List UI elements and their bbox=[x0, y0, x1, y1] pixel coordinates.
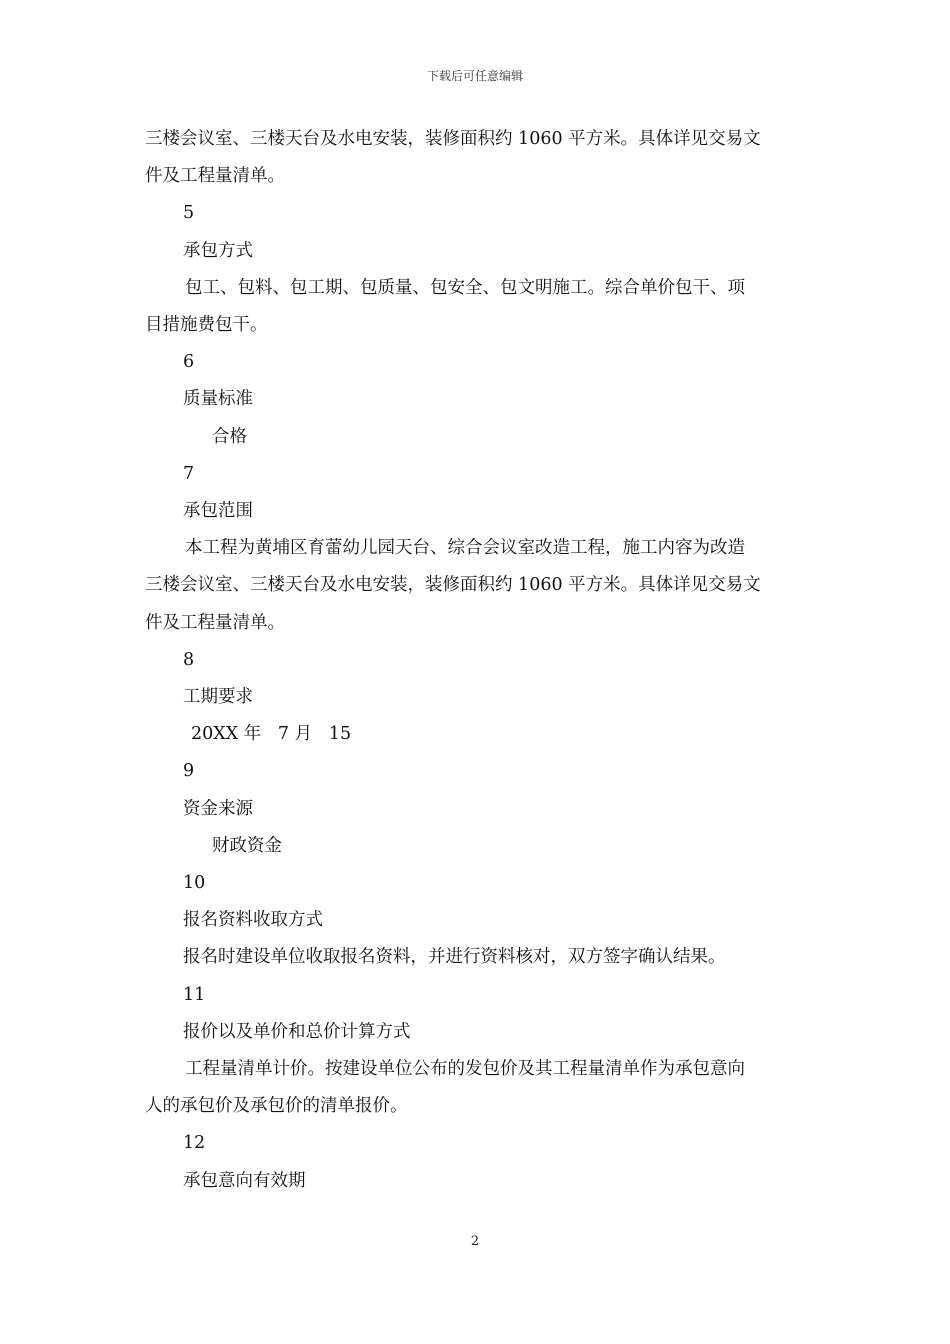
item-number: 9 bbox=[183, 761, 195, 782]
item-number: 7 bbox=[183, 463, 195, 484]
text-line: 三楼会议室、三楼天台及水电安装，装修面积约 1060 平方米。具体详见交易文 bbox=[145, 575, 761, 596]
item-number: 8 bbox=[183, 649, 195, 670]
text-line: 20XX 年 7 月 15 bbox=[191, 724, 352, 745]
text-line: 本工程为黄埔区育蕾幼儿园天台、综合会议室改造工程，施工内容为改造 bbox=[185, 538, 745, 559]
item-heading: 承包范围 bbox=[183, 501, 253, 522]
item-heading: 报名资料收取方式 bbox=[183, 910, 323, 931]
item-heading: 报价以及单价和总价计算方式 bbox=[183, 1021, 411, 1042]
item-number: 5 bbox=[183, 203, 195, 224]
item-heading: 工期要求 bbox=[183, 687, 253, 708]
item-heading: 质量标准 bbox=[183, 389, 253, 410]
text-line: 人的承包价及承包价的清单报价。 bbox=[145, 1096, 408, 1117]
text-line: 件及工程量清单。 bbox=[145, 166, 285, 187]
item-number: 11 bbox=[183, 984, 206, 1005]
item-heading: 承包意向有效期 bbox=[183, 1170, 306, 1191]
text-line: 财政资金 bbox=[212, 835, 282, 856]
page-number: 2 bbox=[470, 1234, 480, 1249]
page-header: 下载后可任意编辑 bbox=[426, 69, 523, 83]
text-line: 件及工程量清单。 bbox=[145, 612, 285, 633]
text-line: 合格 bbox=[212, 426, 247, 447]
text-line: 目措施费包干。 bbox=[145, 315, 268, 336]
text-line: 三楼会议室、三楼天台及水电安装，装修面积约 1060 平方米。具体详见交易文 bbox=[145, 129, 761, 149]
item-number: 6 bbox=[183, 352, 195, 373]
item-number: 10 bbox=[183, 873, 206, 894]
item-heading: 承包方式 bbox=[183, 240, 253, 261]
text-line: 工程量清单计价。按建设单位公布的发包价及其工程量清单作为承包意向 bbox=[185, 1059, 745, 1080]
document-body bbox=[145, 121, 810, 1200]
text-line: 报名时建设单位收取报名资料，并进行资料核对，双方签字确认结果。 bbox=[183, 947, 726, 968]
item-number: 12 bbox=[183, 1133, 206, 1154]
text-line: 包工、包料、包工期、包质量、包安全、包文明施工。综合单价包干、项 bbox=[185, 277, 745, 298]
item-heading: 资金来源 bbox=[183, 798, 253, 819]
